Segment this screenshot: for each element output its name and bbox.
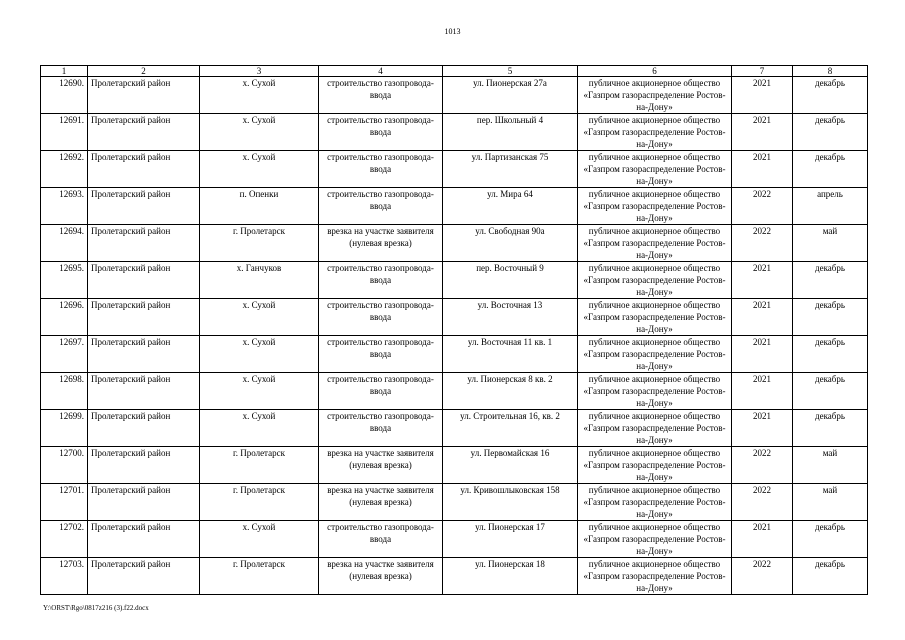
cell-address: пер. Школьный 4 bbox=[443, 114, 578, 151]
cell-row-number: 12703. bbox=[41, 558, 88, 595]
table-row bbox=[41, 410, 868, 447]
cell-month: май bbox=[793, 447, 868, 484]
cell-month: декабрь bbox=[793, 336, 868, 373]
cell-row-number: 12701. bbox=[41, 484, 88, 521]
cell-address: ул. Пионерская 17 bbox=[443, 521, 578, 558]
table-row bbox=[41, 114, 868, 151]
cell-settlement: х. Сухой bbox=[200, 336, 319, 373]
cell-address: пер. Восточный 9 bbox=[443, 262, 578, 299]
cell-work-type: врезка на участке заявителя (нулевая врезка) bbox=[319, 558, 443, 595]
cell-settlement: х. Сухой bbox=[200, 410, 319, 447]
cell-row-number: 12690. bbox=[41, 77, 88, 114]
column-header-7: 7 bbox=[732, 66, 793, 77]
cell-year: 2021 bbox=[732, 151, 793, 188]
cell-year: 2022 bbox=[732, 225, 793, 262]
cell-district: Пролетарский район bbox=[88, 484, 200, 521]
file-path: Y:\ORST\Rgo\0817z216 (3).f22.docx bbox=[43, 604, 149, 612]
cell-address: ул. Свободная 90а bbox=[443, 225, 578, 262]
cell-month: декабрь bbox=[793, 521, 868, 558]
table-row bbox=[41, 299, 868, 336]
cell-address: ул. Пионерская 18 bbox=[443, 558, 578, 595]
cell-district: Пролетарский район bbox=[88, 262, 200, 299]
table-row bbox=[41, 77, 868, 114]
cell-year: 2021 bbox=[732, 373, 793, 410]
cell-month: декабрь bbox=[793, 114, 868, 151]
table-row bbox=[41, 262, 868, 299]
cell-organization: публичное акционерное общество «Газпром газораспределение Ростов-на-Дону» bbox=[578, 447, 732, 484]
cell-work-type: строительство газопровода-ввода bbox=[319, 373, 443, 410]
cell-settlement: х. Сухой bbox=[200, 299, 319, 336]
table-row bbox=[41, 151, 868, 188]
cell-settlement: г. Пролетарск bbox=[200, 447, 319, 484]
cell-month: декабрь bbox=[793, 410, 868, 447]
cell-row-number: 12695. bbox=[41, 262, 88, 299]
page-number: 1013 bbox=[444, 27, 461, 36]
cell-work-type: строительство газопровода-ввода bbox=[319, 336, 443, 373]
cell-work-type: строительство газопровода-ввода bbox=[319, 151, 443, 188]
cell-district: Пролетарский район bbox=[88, 521, 200, 558]
cell-row-number: 12702. bbox=[41, 521, 88, 558]
cell-work-type: строительство газопровода-ввода bbox=[319, 262, 443, 299]
cell-settlement: г. Пролетарск bbox=[200, 558, 319, 595]
cell-row-number: 12700. bbox=[41, 447, 88, 484]
cell-work-type: строительство газопровода-ввода bbox=[319, 188, 443, 225]
table-row bbox=[41, 188, 868, 225]
cell-work-type: врезка на участке заявителя (нулевая врезка) bbox=[319, 484, 443, 521]
cell-work-type: врезка на участке заявителя (нулевая врезка) bbox=[319, 447, 443, 484]
cell-row-number: 12693. bbox=[41, 188, 88, 225]
cell-address: ул. Восточная 11 кв. 1 bbox=[443, 336, 578, 373]
cell-organization: публичное акционерное общество «Газпром газораспределение Ростов-на-Дону» bbox=[578, 336, 732, 373]
cell-district: Пролетарский район bbox=[88, 225, 200, 262]
cell-work-type: строительство газопровода-ввода bbox=[319, 410, 443, 447]
cell-district: Пролетарский район bbox=[88, 151, 200, 188]
table-row bbox=[41, 521, 868, 558]
cell-address: ул. Мира 64 bbox=[443, 188, 578, 225]
cell-organization: публичное акционерное общество «Газпром газораспределение Ростов-на-Дону» bbox=[578, 262, 732, 299]
cell-settlement: х. Ганчуков bbox=[200, 262, 319, 299]
cell-settlement: х. Сухой bbox=[200, 373, 319, 410]
cell-work-type: строительство газопровода-ввода bbox=[319, 114, 443, 151]
table-row bbox=[41, 373, 868, 410]
cell-district: Пролетарский район bbox=[88, 373, 200, 410]
cell-row-number: 12696. bbox=[41, 299, 88, 336]
cell-address: ул. Строительная 16, кв. 2 bbox=[443, 410, 578, 447]
cell-organization: публичное акционерное общество «Газпром газораспределение Ростов-на-Дону» bbox=[578, 299, 732, 336]
cell-district: Пролетарский район bbox=[88, 299, 200, 336]
cell-district: Пролетарский район bbox=[88, 188, 200, 225]
cell-district: Пролетарский район bbox=[88, 410, 200, 447]
table-row bbox=[41, 484, 868, 521]
cell-address: ул. Первомайская 16 bbox=[443, 447, 578, 484]
cell-month: декабрь bbox=[793, 262, 868, 299]
cell-month: декабрь bbox=[793, 373, 868, 410]
cell-district: Пролетарский район bbox=[88, 558, 200, 595]
cell-organization: публичное акционерное общество «Газпром газораспределение Ростов-на-Дону» bbox=[578, 558, 732, 595]
cell-settlement: п. Опенки bbox=[200, 188, 319, 225]
cell-district: Пролетарский район bbox=[88, 114, 200, 151]
cell-year: 2021 bbox=[732, 262, 793, 299]
cell-year: 2022 bbox=[732, 188, 793, 225]
cell-organization: публичное акционерное общество «Газпром газораспределение Ростов-на-Дону» bbox=[578, 188, 732, 225]
cell-row-number: 12692. bbox=[41, 151, 88, 188]
cell-month: декабрь bbox=[793, 77, 868, 114]
cell-settlement: х. Сухой bbox=[200, 151, 319, 188]
cell-address: ул. Восточная 13 bbox=[443, 299, 578, 336]
cell-month: май bbox=[793, 484, 868, 521]
cell-organization: публичное акционерное общество «Газпром газораспределение Ростов-на-Дону» bbox=[578, 225, 732, 262]
column-header-2: 2 bbox=[88, 66, 200, 77]
cell-row-number: 12697. bbox=[41, 336, 88, 373]
cell-organization: публичное акционерное общество «Газпром газораспределение Ростов-на-Дону» bbox=[578, 521, 732, 558]
cell-settlement: х. Сухой bbox=[200, 521, 319, 558]
cell-row-number: 12698. bbox=[41, 373, 88, 410]
table-header-row bbox=[41, 66, 868, 77]
cell-work-type: строительство газопровода-ввода bbox=[319, 299, 443, 336]
cell-district: Пролетарский район bbox=[88, 336, 200, 373]
cell-year: 2021 bbox=[732, 77, 793, 114]
cell-organization: публичное акционерное общество «Газпром газораспределение Ростов-на-Дону» bbox=[578, 373, 732, 410]
cell-row-number: 12691. bbox=[41, 114, 88, 151]
table-body bbox=[41, 77, 868, 595]
column-header-8: 8 bbox=[793, 66, 868, 77]
column-header-3: 3 bbox=[200, 66, 319, 77]
cell-settlement: г. Пролетарск bbox=[200, 484, 319, 521]
column-header-6: 6 bbox=[578, 66, 732, 77]
cell-month: апрель bbox=[793, 188, 868, 225]
cell-month: май bbox=[793, 225, 868, 262]
cell-work-type: врезка на участке заявителя (нулевая врезка) bbox=[319, 225, 443, 262]
cell-year: 2021 bbox=[732, 114, 793, 151]
table-row bbox=[41, 447, 868, 484]
column-header-5: 5 bbox=[443, 66, 578, 77]
cell-year: 2022 bbox=[732, 484, 793, 521]
cell-organization: публичное акционерное общество «Газпром газораспределение Ростов-на-Дону» bbox=[578, 484, 732, 521]
cell-address: ул. Партизанская 75 bbox=[443, 151, 578, 188]
cell-work-type: строительство газопровода-ввода bbox=[319, 77, 443, 114]
cell-row-number: 12699. bbox=[41, 410, 88, 447]
cell-work-type: строительство газопровода-ввода bbox=[319, 521, 443, 558]
cell-organization: публичное акционерное общество «Газпром газораспределение Ростов-на-Дону» bbox=[578, 410, 732, 447]
cell-month: декабрь bbox=[793, 299, 868, 336]
cell-district: Пролетарский район bbox=[88, 77, 200, 114]
cell-organization: публичное акционерное общество «Газпром газораспределение Ростов-на-Дону» bbox=[578, 77, 732, 114]
table-row bbox=[41, 558, 868, 595]
cell-row-number: 12694. bbox=[41, 225, 88, 262]
cell-year: 2022 bbox=[732, 558, 793, 595]
cell-address: ул. Пионерская 8 кв. 2 bbox=[443, 373, 578, 410]
cell-year: 2022 bbox=[732, 447, 793, 484]
cell-address: ул. Пионерская 27а bbox=[443, 77, 578, 114]
cell-organization: публичное акционерное общество «Газпром газораспределение Ростов-на-Дону» bbox=[578, 151, 732, 188]
cell-settlement: г. Пролетарск bbox=[200, 225, 319, 262]
column-header-4: 4 bbox=[319, 66, 443, 77]
table-row bbox=[41, 225, 868, 262]
cell-year: 2021 bbox=[732, 336, 793, 373]
cell-settlement: х. Сухой bbox=[200, 77, 319, 114]
cell-address: ул. Кривошлыковская 158 bbox=[443, 484, 578, 521]
cell-month: декабрь bbox=[793, 151, 868, 188]
cell-organization: публичное акционерное общество «Газпром газораспределение Ростов-на-Дону» bbox=[578, 114, 732, 151]
column-header-1: 1 bbox=[41, 66, 88, 77]
gasification-table bbox=[40, 65, 868, 595]
cell-district: Пролетарский район bbox=[88, 447, 200, 484]
cell-month: декабрь bbox=[793, 558, 868, 595]
table-row bbox=[41, 336, 868, 373]
cell-year: 2021 bbox=[732, 299, 793, 336]
cell-settlement: х. Сухой bbox=[200, 114, 319, 151]
cell-year: 2021 bbox=[732, 521, 793, 558]
cell-year: 2021 bbox=[732, 410, 793, 447]
